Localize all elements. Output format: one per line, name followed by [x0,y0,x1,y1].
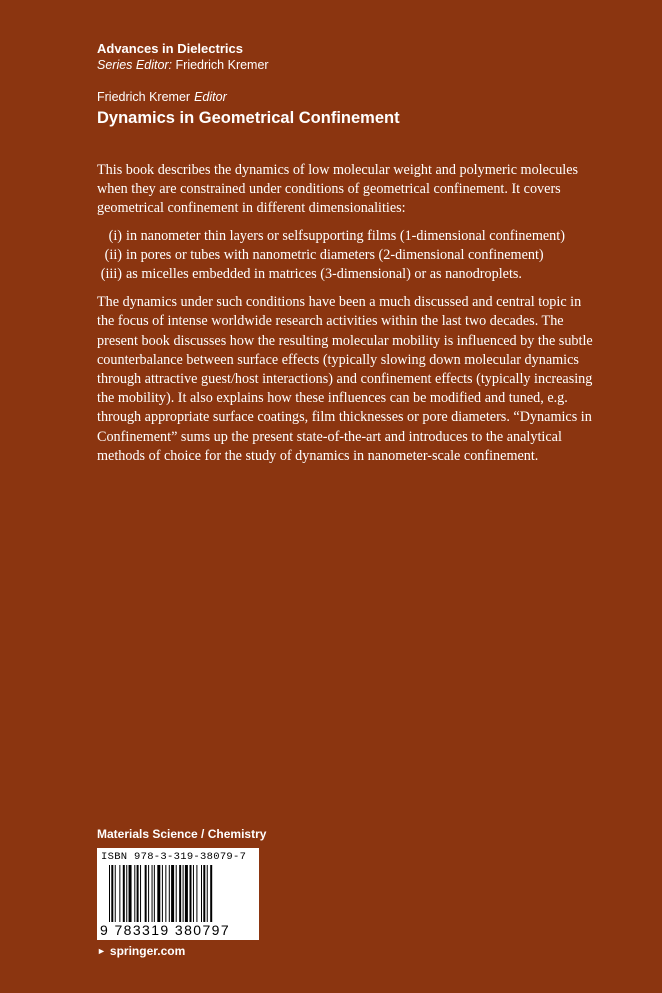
list-item [97,246,602,265]
book-title: Dynamics in Geometrical Confinement [97,109,400,127]
arrow-icon: ► [97,946,106,956]
barcode-digits: 9 783319 380797 [100,922,230,938]
intro-paragraph: This book describes the dynamics of low molecular weight and polymeric molecules when they are constrained under conditions of geometrical confinement. It covers geometrical confinement in different dimensionalities: [97,162,579,217]
isbn-barcode [97,848,259,940]
list-item [97,227,602,246]
dimensionality-list [97,227,602,285]
list-item-number: (iii) [100,266,122,283]
list-item-text: in pores or tubes with nanometric diameters (2-dimensional confinement) [126,246,544,263]
book-editor [97,89,400,106]
barcode-bars [109,865,249,922]
series-editor-name: Friedrich Kremer [175,58,269,72]
list-item-number: (ii) [104,246,122,263]
list-item-text: in nanometer thin layers or selfsupporting films (1-dimensional confinement) [126,227,565,244]
publisher-url: springer.com [109,944,186,958]
list-item [97,265,602,284]
list-item-text: as micelles embedded in matrices (3-dimensional) or as nanodroplets. [126,266,522,283]
list-item-number: (i) [108,227,122,244]
body-paragraph: The dynamics under such conditions have been a much discussed and central topic in the focus of intense worldwide research activities within the last two decades. The present book discusses how the resulting molecular mobility is influenced by the subtle counterbalance between surface effects (typically slowing down molecular dynamics through attractive guest/host interactions) and confinement effects (typically increasing the mobility). It also explains how these influences can be modified and tuned, e.g. through appropriate surface coatings, film thicknesses or pore diameters. “Dynamics in Confinement” sums up the present state-of-the-art and introduces to the analytical methods of choice for the study of dynamics in nanometer-scale confinement. [97,294,593,464]
book-editor-name: Friedrich Kremer [97,90,191,104]
series-header [97,40,269,74]
subject-category: Materials Science / Chemistry [97,827,267,841]
publisher-link[interactable] [97,944,185,958]
series-title: Advances in Dielectrics [97,41,243,56]
book-editor-role: Editor [194,90,227,104]
series-editor-label: Series Editor: [97,58,173,72]
book-header [97,89,400,129]
series-editor [97,57,269,74]
description [97,161,602,466]
isbn-text: ISBN 978-3-319-38079-7 [101,851,247,863]
